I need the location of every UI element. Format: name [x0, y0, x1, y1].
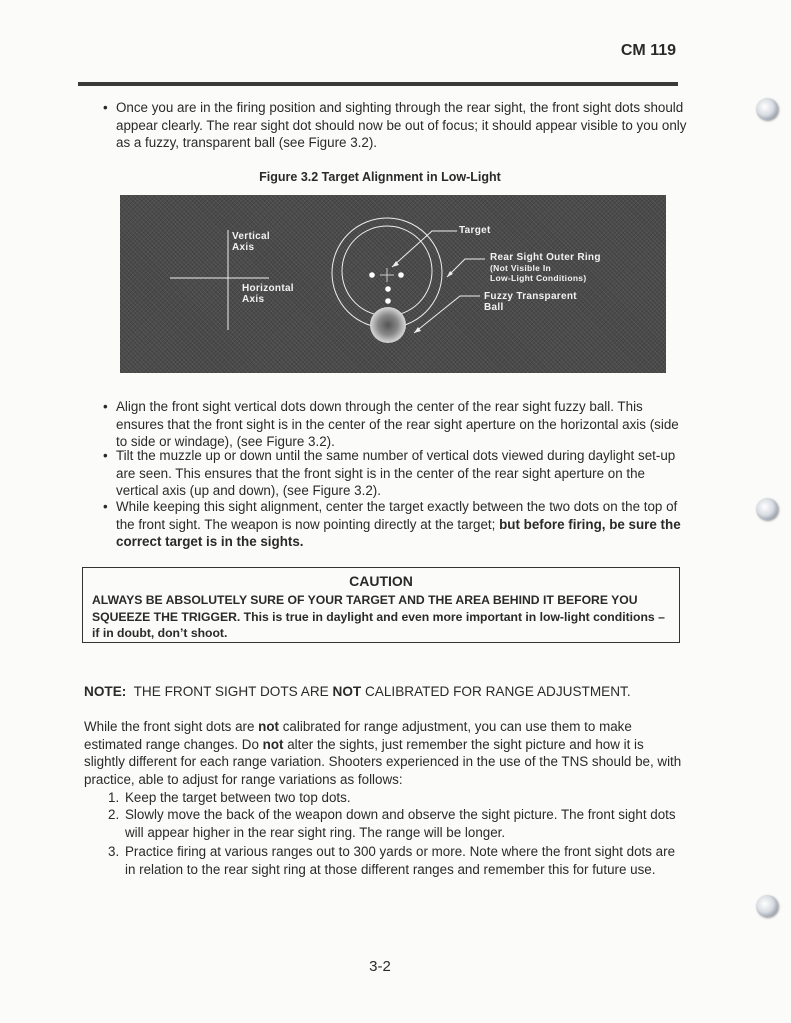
label-fuzzy-ball-line2: Ball [484, 302, 504, 313]
note-label: NOTE: [84, 684, 127, 699]
note-text-before: THE FRONT SIGHT DOTS ARE [126, 684, 333, 699]
label-horizontal-axis-line2: Axis [242, 294, 265, 305]
bullet-keep-bold: but before firing, be sure the correct target is in the sights. [116, 516, 681, 549]
label-rear-ring-note1: (Not Visible In [490, 263, 552, 273]
front-sight-dot-lower-1 [385, 286, 391, 292]
step-text: Practice firing at various ranges out to 300 yards or more. Note where the front sight dots are in relation to the rear sight ring at those different ranges and remember this for future use. [125, 844, 676, 877]
step-text: Slowly move the back of the weapon down and observe the sight picture. The front sight dots will appear higher in the rear sight ring. The range will be longer. [125, 807, 676, 840]
header-rule [78, 82, 678, 86]
label-horizontal-axis [242, 283, 294, 305]
bullet-keep-alignment [100, 498, 690, 551]
note-text-after: CALIBRATED FOR RANGE ADJUSTMENT. [361, 684, 631, 699]
binder-hole-icon [756, 895, 778, 917]
front-sight-dot-left [369, 272, 375, 278]
bullet-tilt: • Tilt the muzzle up or down until the same number of vertical dots viewed during daylight set-up are seen. This ensures that the front sight is in the center of the rear sight aperture on the vertical axis (up and down), (see Figure 3.2). [100, 447, 690, 500]
target-leader [392, 231, 457, 267]
caution-title: CAUTION [349, 573, 413, 589]
para-bold2: not [262, 736, 284, 752]
label-vertical-axis-line1: Vertical [232, 231, 270, 242]
label-fuzzy-ball-line1: Fuzzy Transparent [484, 291, 577, 302]
front-sight-dot-lower-2 [385, 298, 391, 304]
step-item-3 [108, 843, 688, 878]
step-number: 3. [108, 844, 120, 859]
fuzzy-transparent-ball [370, 307, 406, 343]
note-bold: NOT [332, 684, 362, 699]
binder-hole-icon [756, 98, 778, 120]
label-rear-ring-title: Rear Sight Outer Ring [490, 252, 601, 263]
label-rear-ring-note2: Low-Light Conditions) [490, 273, 587, 283]
bullet-keep-text: While keeping this sight alignment, center the target exactly between the two dots on the top of the front sight. The weapon is now pointing directly at the target; [116, 499, 678, 532]
label-fuzzy-ball [484, 291, 577, 313]
label-target: Target [459, 225, 491, 236]
para-part1: While the front sight dots are [84, 719, 259, 734]
fuzzy-ball-leader [414, 296, 480, 333]
label-horizontal-axis-line1: Horizontal [242, 283, 294, 294]
caution-text: ALWAYS BE ABSOLUTELY SURE OF YOUR TARGET AND THE AREA BEHIND IT BEFORE YOU SQUEEZE THE TRIGGER. This is true in daylight and even more important in low-light conditions – if in doubt, don’t shoot. [92, 593, 665, 640]
binder-hole-icon [756, 498, 778, 520]
figure-drawing [120, 195, 666, 373]
para-bold1: not [258, 719, 279, 734]
label-rear-sight-outer-ring [490, 252, 601, 283]
label-vertical-axis-line2: Axis [232, 242, 255, 253]
caution-box [82, 567, 680, 643]
label-vertical-axis [232, 231, 270, 253]
intro-bullet: • Once you are in the firing position and sighting through the rear sight, the front sight dots should appear clearly. The rear sight dot should now be out of focus; it should appear visible to you only as a fuzzy, transparent ball (see Figure 3.2). [100, 99, 690, 152]
figure-caption: Figure 3.2 Target Alignment in Low-Light [259, 170, 501, 184]
header-doc-code: CM 119 [620, 42, 676, 59]
rear-ring-leader [447, 259, 485, 277]
note [84, 684, 631, 699]
step-number: 1. [108, 790, 120, 805]
step-item-2 [108, 806, 688, 841]
step-text: Keep the target between two top dots. [125, 790, 351, 805]
step-item-1 [108, 789, 688, 807]
para-part2: calibrated for range adjustment, you can use them to make estimated range changes. Do [84, 719, 632, 752]
figure-target-alignment [120, 195, 666, 373]
bullet-align: • Align the front sight vertical dots down through the center of the rear sight fuzzy ball. This ensures that the front sight is in the center of the rear sight aperture on the horizontal axis (side to side or windage), (see Figure 3.2). [100, 398, 690, 451]
para-part3: alter the sights, just remember the sight picture and how it is slightly different for each range variation. Shooters experienced in the use of the TNS should be, with practice, able to adjust for range variations as follows: [84, 736, 682, 787]
page-number: 3-2 [369, 958, 391, 975]
range-paragraph [84, 718, 684, 788]
step-number: 2. [108, 807, 120, 822]
front-sight-dot-right [398, 272, 404, 278]
